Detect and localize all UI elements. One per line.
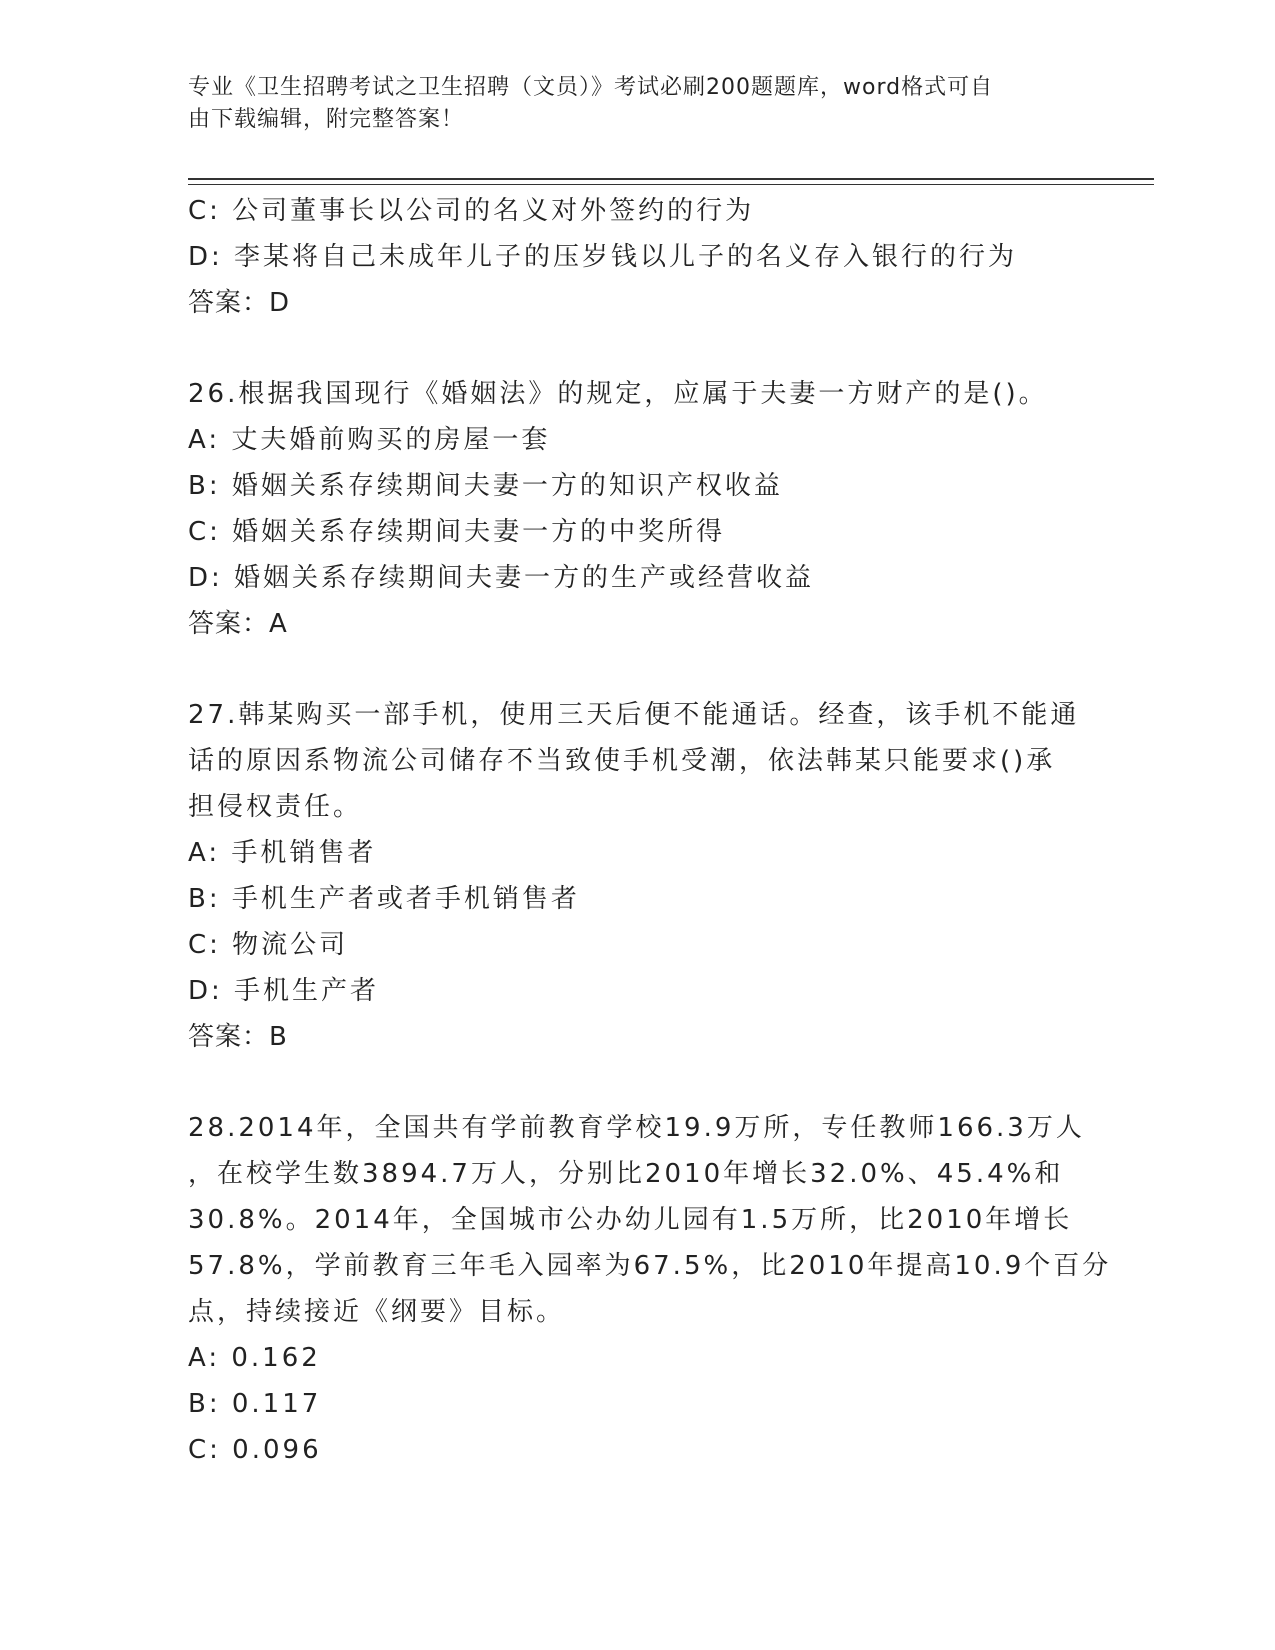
answer-label: 答案：B	[188, 1022, 288, 1052]
question-stem-line-1: 27.韩某购买一部手机，使用三天后便不能通话。经查，该手机不能通	[188, 700, 1080, 730]
question-stem: 26.根据我国现行《婚姻法》的规定，应属于夫妻一方财产的是()。	[188, 379, 1048, 409]
question-stem-line-1: 28.2014年，全国共有学前教育学校19.9万所，专任教师166.3万人	[188, 1113, 1085, 1143]
answer-label: 答案：D	[188, 288, 291, 318]
spacer	[188, 326, 1078, 371]
header-divider-thick	[188, 178, 1154, 180]
question-content	[188, 188, 1112, 1473]
option-a: A: 0.162	[188, 1343, 321, 1373]
question-stem-line-4: 57.8%，学前教育三年毛入园率为67.5%，比2010年提高10.9个百分	[188, 1251, 1112, 1281]
option-b: B: 0.117	[188, 1389, 322, 1419]
header-title-line-1: 专业《卫生招聘考试之卫生招聘（文员）》考试必刷200题题库，word格式可自	[188, 75, 994, 100]
option-d: D: 李某将自己未成年儿子的压岁钱以儿子的名义存入银行的行为	[188, 242, 1018, 272]
option-b: B: 婚姻关系存续期间夫妻一方的知识产权收益	[188, 471, 783, 501]
option-a: A: 手机销售者	[188, 838, 377, 868]
option-c: C: 0.096	[188, 1435, 322, 1465]
question-stem-line-2: ，在校学生数3894.7万人，分别比2010年增长32.0%、45.4%和	[188, 1159, 1064, 1189]
question-stem-line-3: 担侵权责任。	[188, 792, 363, 822]
option-b: B: 手机生产者或者手机销售者	[188, 884, 580, 914]
header-divider-thin	[188, 184, 1154, 185]
option-d: D: 婚姻关系存续期间夫妻一方的生产或经营收益	[188, 563, 815, 593]
question-stem-line-5: 点，持续接近《纲要》目标。	[188, 1297, 566, 1327]
option-d: D: 手机生产者	[188, 976, 380, 1006]
header-title-line-2: 由下载编辑，附完整答案！	[188, 107, 465, 132]
question-stem-line-2: 话的原因系物流公司储存不当致使手机受潮，依法韩某只能要求()承	[188, 746, 1056, 776]
option-c: C: 公司董事长以公司的名义对外签约的行为	[188, 196, 755, 226]
answer-label: 答案：A	[188, 609, 288, 639]
option-c: C: 婚姻关系存续期间夫妻一方的中奖所得	[188, 517, 726, 547]
option-c: C: 物流公司	[188, 930, 349, 960]
question-28	[188, 1105, 1112, 1473]
question-25-tail	[188, 188, 1078, 326]
option-a: A: 丈夫婚前购买的房屋一套	[188, 425, 551, 455]
spacer	[188, 647, 1078, 692]
question-27	[188, 692, 1078, 1060]
question-stem-line-3: 30.8%。2014年，全国城市公办幼儿园有1.5万所，比2010年增长	[188, 1205, 1073, 1235]
document-header	[188, 72, 1068, 136]
spacer	[188, 1060, 1078, 1105]
question-26	[188, 371, 1078, 647]
